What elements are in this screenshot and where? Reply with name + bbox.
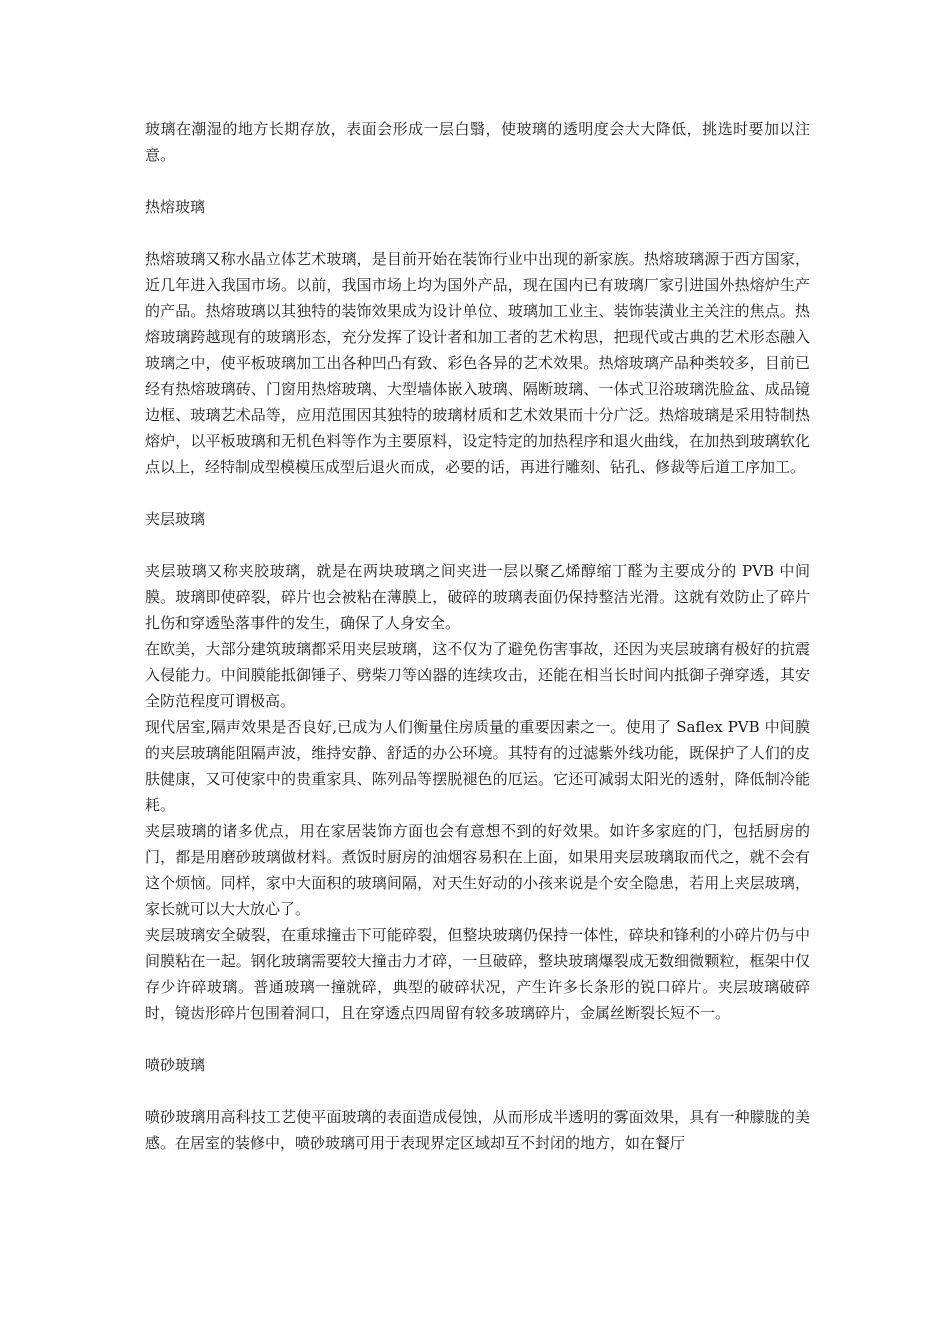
paragraph-gap [145,1078,810,1104]
laminated-glass-paragraph-1: 夹层玻璃又称夹胶玻璃，就是在两块玻璃之间夹进一层以聚乙烯醇缩丁醛为主要成分的 PVB 中间膜。玻璃即使碎裂，碎片也会被粘在薄膜上，破碎的玻璃表面仍保持整洁光滑。这就有效防止了碎片扎伤和穿透坠落事件的发生，确保了人身安全。 [145,562,810,632]
section-heading-sandblasted-glass: 喷砂玻璃 [145,1056,206,1074]
laminated-glass-paragraph-3: 现代居室,隔声效果是否良好,已成为人们衡量住房质量的重要因素之一。使用了 Saflex PVB 中间膜的夹层玻璃能阻隔声波，维持安静、舒适的办公环境。其特有的过滤紫外线功能，既保护了人们的皮肤健康，又可使家中的贵重家具、陈列品等摆脱褪色的厄运。它还可减弱太阳光的透射，降低制冷能耗。 [145,718,810,814]
section-heading-laminated-glass: 夹层玻璃 [145,510,206,528]
document-body [145,116,810,1156]
laminated-glass-paragraph-4: 夹层玻璃的诸多优点，用在家居装饰方面也会有意想不到的好效果。如许多家庭的门，包括厨房的门，都是用磨砂玻璃做材料。煮饭时厨房的油烟容易积在上面，如果用夹层玻璃取而代之，就不会有这个烦恼。同样，家中大面积的玻璃间隔，对天生好动的小孩来说是个安全隐患，若用上夹层玻璃，家长就可以大大放心了。 [145,822,810,918]
sandblasted-glass-paragraph: 喷砂玻璃用高科技工艺使平面玻璃的表面造成侵蚀，从而形成半透明的雾面效果，具有一种朦胧的美感。在居室的装修中，喷砂玻璃可用于表现界定区域却互不封闭的地方，如在餐厅 [145,1108,810,1152]
paragraph-gap [145,168,810,194]
paragraph-gap [145,1026,810,1052]
paragraph-gap [145,480,810,506]
hot-melt-glass-paragraph: 热熔玻璃又称水晶立体艺术玻璃，是目前开始在装饰行业中出现的新家族。热熔玻璃源于西方国家，近几年进入我国市场。以前，我国市场上均为国外产品，现在国内已有玻璃厂家引进国外热熔炉生产的产品。热熔玻璃以其独特的装饰效果成为设计单位、玻璃加工业主、装饰装潢业主关注的焦点。热熔玻璃跨越现有的玻璃形态，充分发挥了设计者和加工者的艺术构思，把现代或古典的艺术形态融入玻璃之中，使平板玻璃加工出各种凹凸有致、彩色各异的艺术效果。热熔玻璃产品种类较多，目前已经有热熔玻璃砖、门窗用热熔玻璃、大型墙体嵌入玻璃、隔断玻璃、一体式卫浴玻璃洗脸盆、成品镜边框、玻璃艺术品等，应用范围因其独特的玻璃材质和艺术效果而十分广泛。热熔玻璃是采用特制热熔炉，以平板玻璃和无机色料等作为主要原料，设定特定的加热程序和退火曲线，在加热到玻璃软化点以上，经特制成型模模压成型后退火而成，必要的话，再进行雕刻、钻孔、修裁等后道工序加工。 [145,250,810,476]
section-heading-hot-melt-glass: 热熔玻璃 [145,198,206,216]
paragraph-gap [145,532,810,558]
paragraph-gap [145,220,810,246]
laminated-glass-paragraph-2: 在欧美，大部分建筑玻璃都采用夹层玻璃，这不仅为了避免伤害事故，还因为夹层玻璃有极好的抗震入侵能力。中间膜能抵御锤子、劈柴刀等凶器的连续攻击，还能在相当长时间内抵御子弹穿透，其安全防范程度可谓极高。 [145,640,810,710]
intro-paragraph: 玻璃在潮湿的地方长期存放，表面会形成一层白翳，使玻璃的透明度会大大降低，挑选时要加以注意。 [145,120,810,164]
laminated-glass-paragraph-5: 夹层玻璃安全破裂，在重球撞击下可能碎裂，但整块玻璃仍保持一体性，碎块和锋利的小碎片仍与中间膜粘在一起。钢化玻璃需要较大撞击力才碎，一旦破碎，整块玻璃爆裂成无数细微颗粒，框架中仅存少许碎玻璃。普通玻璃一撞就碎，典型的破碎状况，产生许多长条形的锐口碎片。夹层玻璃破碎时，镜齿形碎片包围着洞口，且在穿透点四周留有较多玻璃碎片，金属丝断裂长短不一。 [145,926,810,1022]
